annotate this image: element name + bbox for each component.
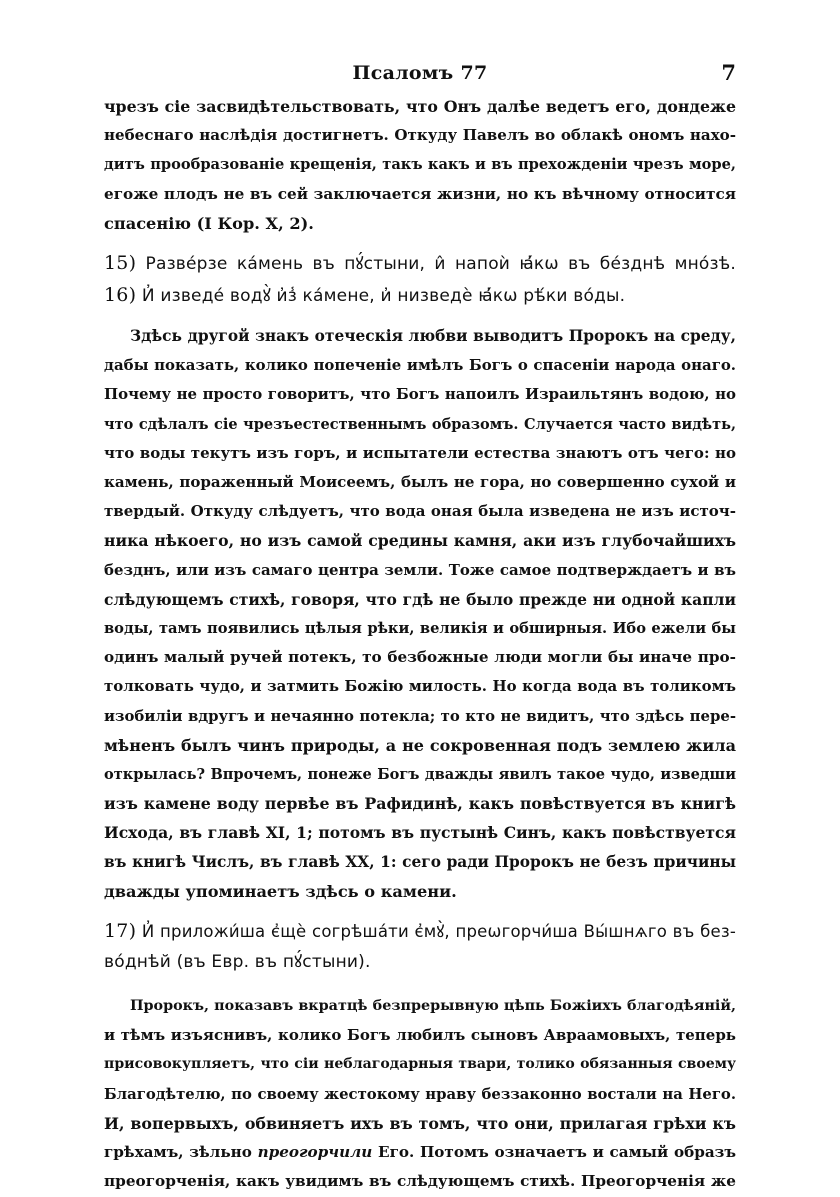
text-line: твердый. Откуду слѣдуетъ, что вода оная была изведена не изъ источ- bbox=[104, 502, 736, 521]
text-line: дитъ прообразованіе крещенія, такъ какъ и въ прехожденіи чрезъ море, bbox=[104, 156, 736, 174]
paragraph-2 bbox=[104, 322, 736, 906]
paragraph-3 bbox=[104, 992, 736, 1196]
text-line: преогорченія, какъ увидимъ въ слѣдующемъ стихѣ. Преогорченія же bbox=[104, 1172, 736, 1191]
text-line: открылась? Впрочемъ, понеже Богъ дважды явилъ такое чудо, изведши bbox=[104, 766, 736, 784]
verse-text: Разве́рзе ка́мень въ пꙋ́стыни, и̂ напоѝ ꙗ҆́кѡ въ бе́зднѣ мно́зѣ. bbox=[145, 254, 736, 275]
page-header bbox=[104, 58, 736, 92]
text-line: чрезъ сіе засвидѣтельствовать, что Онъ далѣе ведетъ его, дондеже bbox=[104, 97, 736, 116]
verse-17 bbox=[104, 916, 736, 978]
text-line bbox=[104, 1138, 736, 1167]
running-title: Псаломъ 77 bbox=[352, 62, 488, 84]
book-page bbox=[104, 58, 736, 1197]
text-line: Здѣсь другой знакъ отеческія любви выводитъ Пророкъ на среду, bbox=[130, 327, 736, 346]
verse-16 bbox=[104, 280, 736, 312]
text-line: что воды текутъ изъ горъ, и испытатели естества знаютъ отъ чего: но bbox=[104, 443, 736, 462]
text-line: ника нѣкоего, но изъ самой средины камня, аки изъ глубочайшихъ bbox=[104, 531, 736, 551]
text-line: безднъ, или изъ самаго центра земли. Тоже самое подтверждаетъ и въ bbox=[104, 560, 736, 579]
text-line: воды, тамъ появились цѣлыя рѣки, великія и обширныя. Ибо ежели бы bbox=[104, 620, 736, 638]
verse-number: 17) bbox=[104, 920, 137, 943]
text-line: мѣненъ былъ чинъ природы, а не сокровенная подъ землею жила bbox=[104, 735, 736, 755]
verse-line bbox=[104, 248, 736, 280]
verse-line bbox=[104, 916, 736, 947]
verse-line: во́днѣй (въ Евр. въ пꙋ́стыни). bbox=[104, 952, 371, 973]
text-line: егоже плодъ не въ сей заключается жизни, но къ вѣчному относится bbox=[104, 184, 736, 203]
text-line: изъ камене воду первѣе въ Рафидинѣ, какъ повѣствуется въ книгѣ bbox=[104, 794, 736, 814]
text-line: дважды упоминаетъ здѣсь о камени. bbox=[104, 881, 457, 901]
text-line: въ книгѣ Числъ, въ главѣ XX, 1: сего ради Пророкъ не безъ причины bbox=[104, 852, 736, 871]
text-line: Пророкъ, показавъ вкратцѣ безпрерывную цѣпь Божіихъ благодѣяній, bbox=[130, 998, 736, 1015]
text-segment: грѣхамъ, зѣльно bbox=[104, 1143, 252, 1162]
text-line: что сдѣлалъ сіе чрезъестественнымъ образомъ. Случается часто видѣть, bbox=[104, 415, 736, 433]
text-line: присовокупляетъ, что сіи неблагодарныя твари, толико обязанныя своему bbox=[104, 1056, 736, 1073]
verse-line bbox=[104, 280, 736, 312]
verse-text: И҆ изведе́ водꙋ̀ и҆з̾ ка́мене, и҆ низведѐ ꙗ҆́кѡ рѣ́ки во́ды. bbox=[141, 286, 626, 307]
verse-number: 15) bbox=[104, 252, 137, 275]
text-line: Почему не просто говоритъ, что Богъ напоилъ Израильтянъ водою, но bbox=[104, 385, 736, 404]
verse-15 bbox=[104, 248, 736, 280]
text-line: небеснаго наслѣдія достигнетъ. Откуду Павелъ во облакѣ ономъ нахо- bbox=[104, 126, 736, 145]
text-line: толковать чудо, и затмить Божію милость. Но когда вода въ толикомъ bbox=[104, 677, 736, 696]
text-line: камень, пораженный Моисеемъ, былъ не гора, но совершенно сухой и bbox=[104, 473, 736, 492]
text-line: Благодѣтелю, по своему жестокому нраву беззаконно востали на Него. bbox=[104, 1084, 736, 1103]
page-number: 7 bbox=[721, 60, 736, 85]
text-line: И, вопервыхъ, обвиняетъ ихъ въ томъ, что они, прилагая грѣхи къ bbox=[104, 1113, 736, 1133]
text-segment: Его. Потомъ означаетъ и самый образъ bbox=[378, 1143, 736, 1162]
text-line: дабы показать, колико попеченіе имѣлъ Богъ о спасеніи народа онаго. bbox=[104, 356, 736, 375]
text-line: одинъ малый ручей потекъ, то безбожные люди могли бы иначе про- bbox=[104, 648, 736, 667]
text-line: Исхода, въ главѣ XI, 1; потомъ въ пустынѣ Синъ, какъ повѣствуется bbox=[104, 823, 736, 843]
verse-text: И҆ приложи́ша є҆щѐ согрѣша́ти є҆мꙋ̀, преѡгорчи́ша Вы́шнѧго въ без- bbox=[141, 922, 736, 942]
verse-number: 16) bbox=[104, 284, 137, 307]
italic-word: преогорчили bbox=[257, 1143, 373, 1162]
paragraph-1 bbox=[104, 92, 736, 238]
text-line: спасенію (I Кор. X, 2). bbox=[104, 213, 314, 233]
text-line: слѣдующемъ стихѣ, говоря, что гдѣ не было прежде ни одной капли bbox=[104, 589, 736, 609]
text-line: и тѣмъ изъяснивъ, колико Богъ любилъ сыновъ Авраамовыхъ, теперь bbox=[104, 1026, 736, 1045]
text-line: изобиліи вдругъ и нечаянно потекла; то кто не видитъ, что здѣсь пере- bbox=[104, 706, 736, 725]
